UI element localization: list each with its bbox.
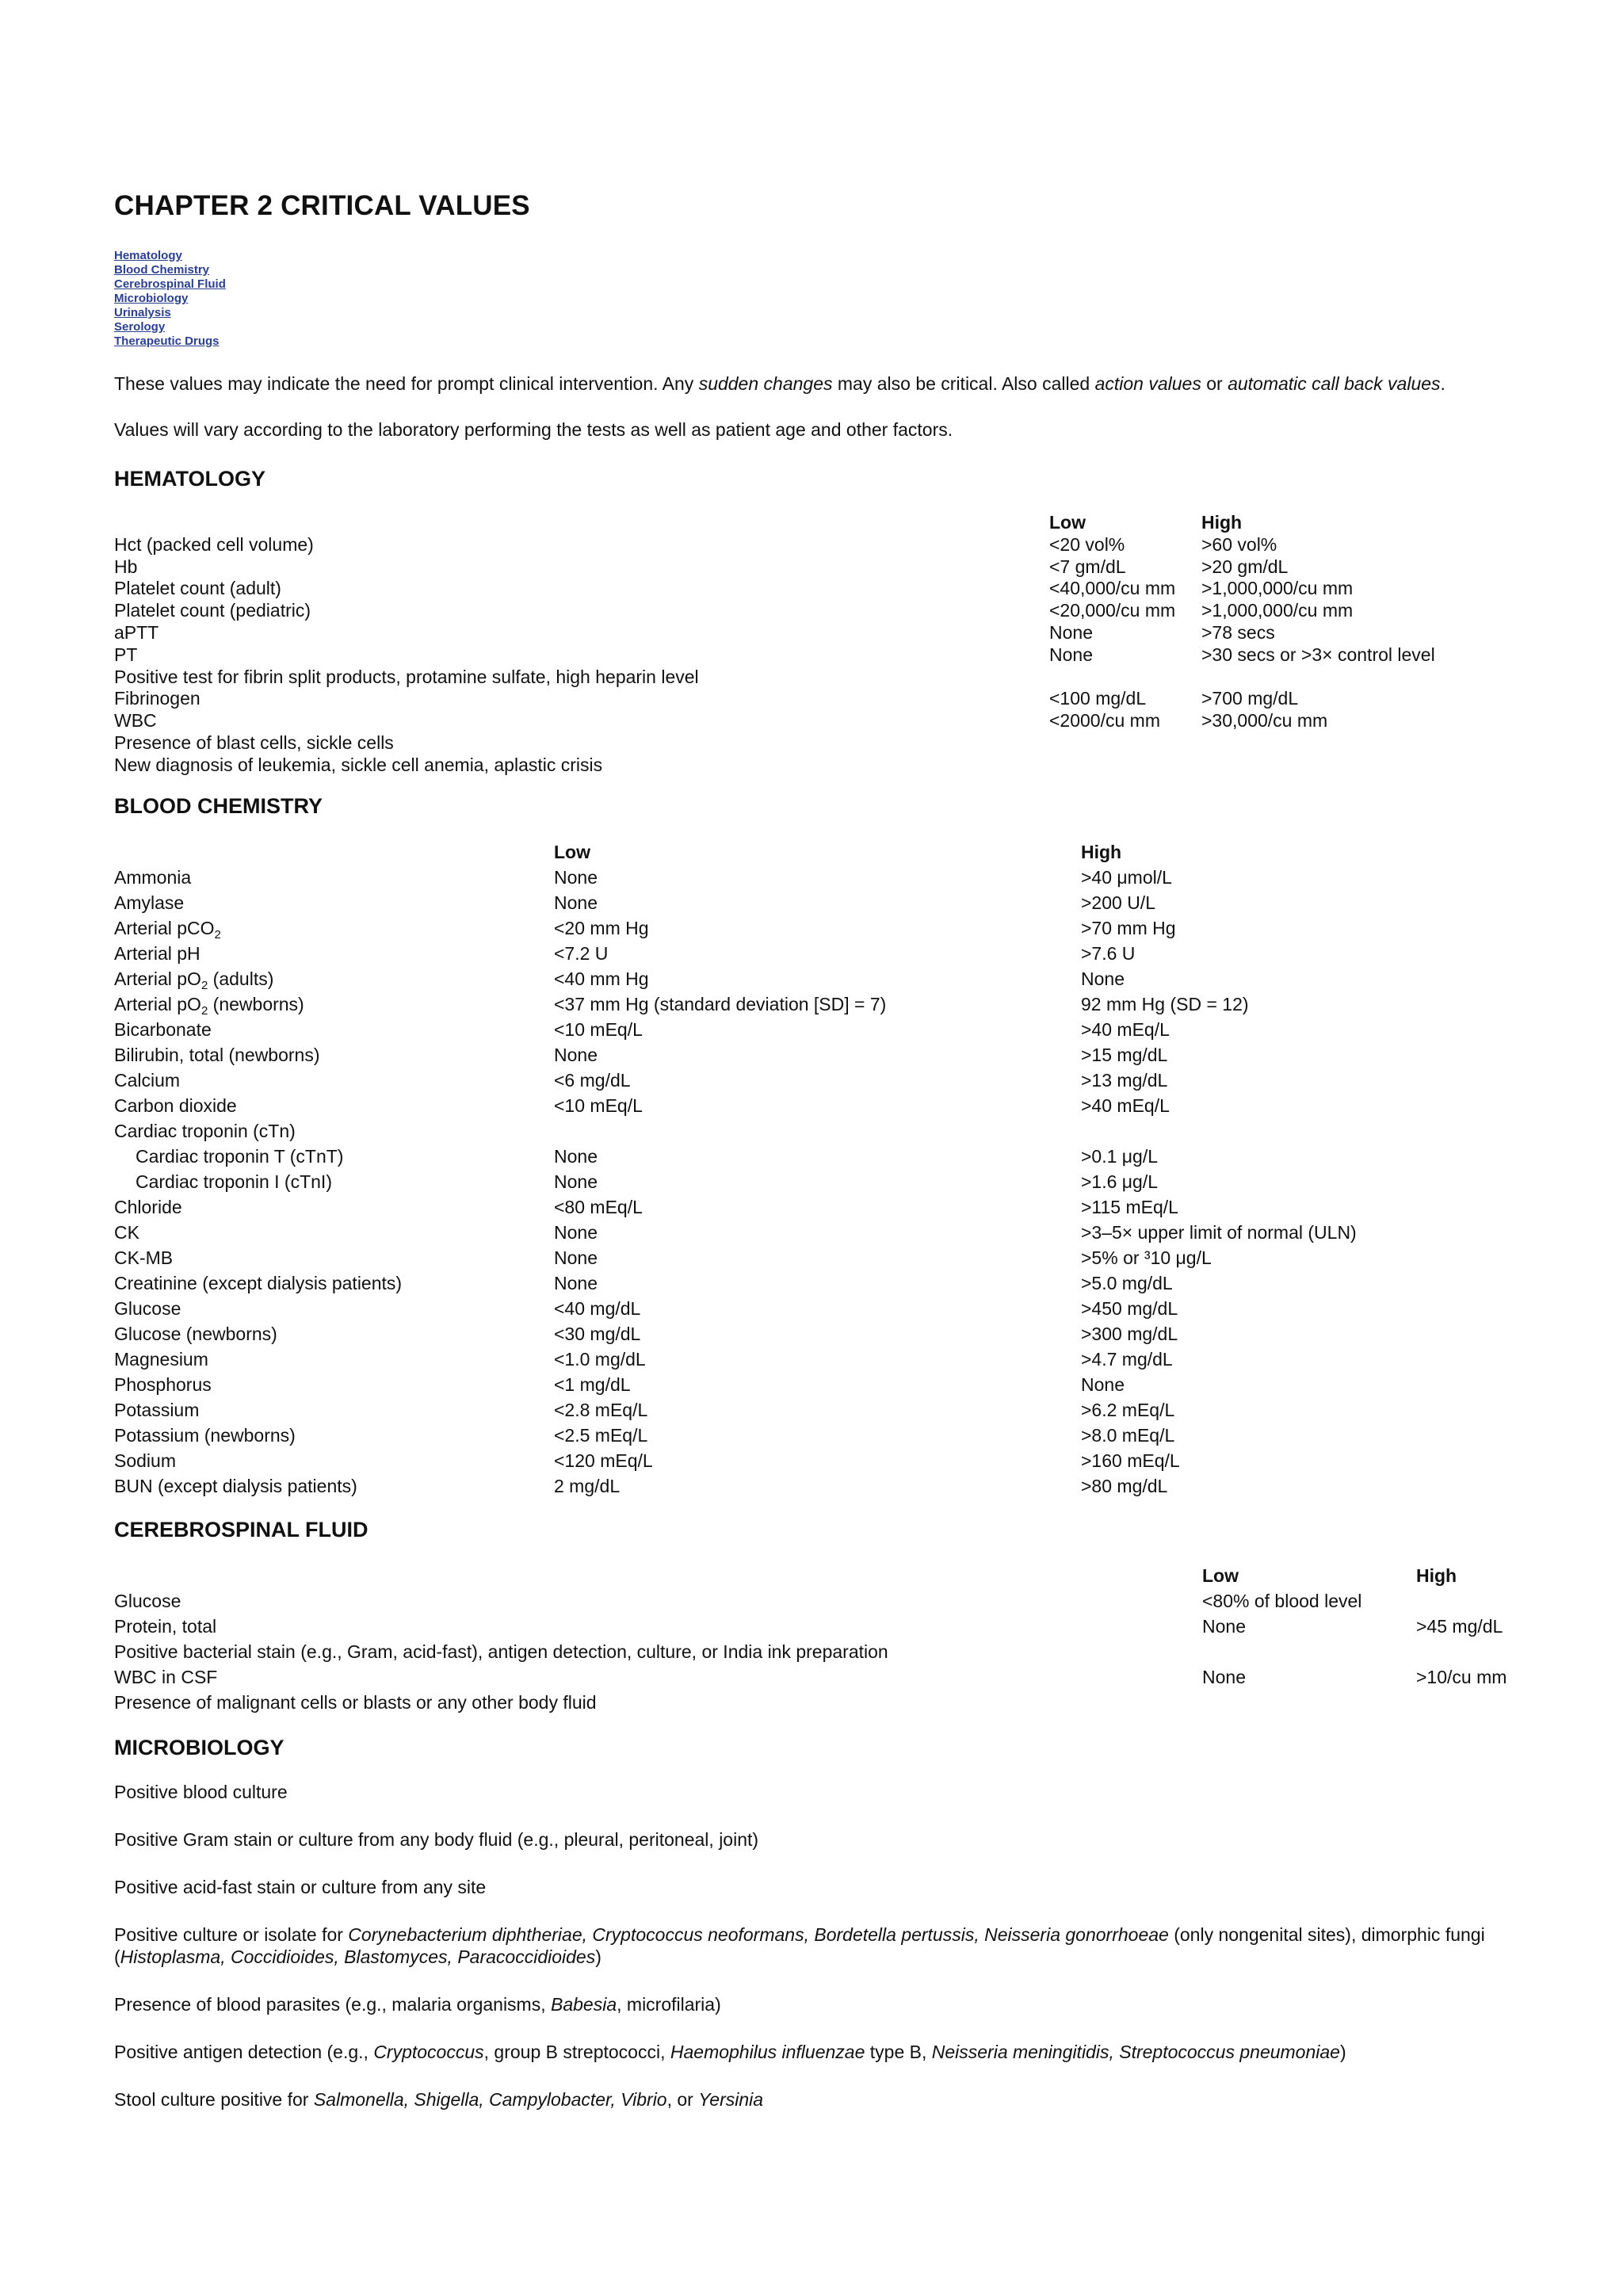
toc-link-blood-chemistry[interactable]: Blood Chemistry <box>114 263 210 277</box>
micro-text: Stool culture positive for <box>114 2088 314 2110</box>
organism-names: Histoplasma, Coccidioides, Blastomyces, Paracoccidioides <box>120 1946 596 1967</box>
low-value: <10 mEq/L <box>554 1095 643 1116</box>
test-name-suffix: (newborns) <box>208 993 304 1014</box>
test-name-text: Hct (packed cell volume) <box>114 533 314 555</box>
low-value: <1.0 mg/dL <box>554 1348 646 1370</box>
high-value: >80 mg/dL <box>1081 1475 1168 1496</box>
test-name <box>114 600 1049 622</box>
section-heading-blood-chemistry: BLOOD CHEMISTRY <box>114 793 323 818</box>
intro-emphasis: sudden changes <box>698 373 833 394</box>
table-row <box>114 1347 1461 1372</box>
test-name-text: Potassium <box>114 1399 200 1420</box>
page-title: CHAPTER 2 CRITICAL VALUES <box>114 190 530 221</box>
test-name <box>114 622 1049 644</box>
table-row <box>114 1588 1509 1614</box>
high-value: >4.7 mg/dL <box>1081 1348 1173 1370</box>
micro-text: Positive culture or isolate for <box>114 1924 349 1945</box>
low-value <box>1202 1639 1416 1664</box>
table-row <box>114 966 1461 991</box>
test-name <box>114 1144 554 1169</box>
test-name <box>114 1169 554 1194</box>
high-value <box>1416 1690 1509 1715</box>
test-name-text: Creatinine (except dialysis patients) <box>114 1272 403 1293</box>
micro-text: (only nongenital sites), dimorphic fungi ( <box>114 1924 1485 1967</box>
test-name <box>114 966 554 991</box>
table-row <box>114 1042 1461 1068</box>
high-value <box>1081 1118 1461 1144</box>
csf-rows <box>114 1588 1509 1715</box>
high-value: 92 mm Hg (SD = 12) <box>1081 993 1249 1014</box>
low-value: None <box>1202 1615 1246 1637</box>
table-row <box>114 1245 1461 1270</box>
table-row <box>114 600 1477 622</box>
table-row <box>114 890 1461 915</box>
micro-text: , microfilaria) <box>617 1993 721 2015</box>
low-value: 2 mg/dL <box>554 1475 621 1496</box>
organism-names: Salmonella, Shigella, Campylobacter, Vibrio <box>313 2088 667 2110</box>
blood-chemistry-rows <box>114 865 1461 1499</box>
low-value: None <box>554 1044 598 1065</box>
intro-text: or <box>1201 373 1228 394</box>
test-name <box>114 1042 554 1068</box>
table-row <box>114 1093 1461 1118</box>
low-value: <6 mg/dL <box>554 1069 631 1091</box>
header-cell <box>114 512 1049 534</box>
low-value: <7.2 U <box>554 942 609 964</box>
low-value: None <box>554 866 598 888</box>
high-value: >7.6 U <box>1081 942 1136 964</box>
micro-item <box>114 1993 1525 2015</box>
low-value: <20,000/cu mm <box>1049 600 1176 621</box>
test-name-suffix: (adults) <box>208 968 274 989</box>
low-value: <2.8 mEq/L <box>554 1399 648 1420</box>
hematology-table <box>114 512 1477 777</box>
high-value <box>1416 1588 1509 1614</box>
test-name-text: aPTT <box>114 621 159 643</box>
organism-names: Haemophilus influenzae <box>670 2041 865 2062</box>
table-row <box>114 667 1477 689</box>
organism-names: Babesia <box>551 1993 617 2015</box>
table-row <box>114 1423 1461 1448</box>
table-row <box>114 688 1477 710</box>
high-value: None <box>1081 1373 1125 1395</box>
high-value: >10/cu mm <box>1416 1666 1507 1687</box>
test-name-text: Ammonia <box>114 866 192 888</box>
table-row <box>114 1270 1461 1296</box>
test-name <box>114 1588 1202 1614</box>
header-high: High <box>1416 1564 1457 1586</box>
toc-item <box>114 249 1525 263</box>
high-value: >40 mEq/L <box>1081 1095 1170 1116</box>
section-heading-microbiology: MICROBIOLOGY <box>114 1735 285 1759</box>
high-value: >1.6 μg/L <box>1081 1171 1159 1192</box>
table-row <box>114 1296 1461 1321</box>
table-row <box>114 1194 1461 1220</box>
low-value: <40 mm Hg <box>554 968 649 989</box>
test-name-text: PT <box>114 644 138 665</box>
intro-emphasis: automatic call back values <box>1228 373 1441 394</box>
low-value: None <box>554 1171 598 1192</box>
test-name-text: Potassium (newborns) <box>114 1424 296 1446</box>
low-value: <80 mEq/L <box>554 1196 643 1217</box>
test-name <box>114 890 554 915</box>
table-row <box>114 710 1477 732</box>
test-name-text: Presence of malignant cells or blasts or any other body fluid <box>114 1691 597 1713</box>
micro-item <box>114 2041 1525 2063</box>
high-value: >30 secs or >3× control level <box>1201 644 1435 665</box>
low-value: None <box>1202 1666 1246 1687</box>
intro-paragraph <box>114 372 1525 395</box>
toc-item <box>114 306 1525 320</box>
table-row <box>114 1372 1461 1397</box>
microbiology-section <box>114 1781 1525 2111</box>
micro-item <box>114 2088 1525 2111</box>
test-name-text: Cardiac troponin (cTn) <box>114 1120 296 1141</box>
table-row <box>114 991 1461 1017</box>
test-name <box>114 534 1049 556</box>
hematology-rows <box>114 534 1477 777</box>
low-value: None <box>554 1221 598 1243</box>
toc-item <box>114 320 1525 334</box>
high-value: >78 secs <box>1201 621 1275 643</box>
intro-text: These values may indicate the need for prompt clinical intervention. Any <box>114 373 699 394</box>
micro-text: type B, <box>865 2041 932 2062</box>
table-row <box>114 865 1461 890</box>
low-value <box>1049 667 1201 689</box>
high-value: >160 mEq/L <box>1081 1450 1180 1471</box>
test-name-text: Positive bacterial stain (e.g., Gram, acid-fast), antigen detection, culture, or India ink preparation <box>114 1641 888 1662</box>
high-value <box>1416 1639 1509 1664</box>
table-row <box>114 1397 1461 1423</box>
table-row <box>114 1473 1461 1499</box>
toc-item <box>114 277 1525 292</box>
test-name <box>114 865 554 890</box>
toc-item <box>114 292 1525 306</box>
test-name-text: Glucose <box>114 1297 181 1319</box>
header-cell <box>114 1563 1202 1588</box>
low-value: None <box>554 1145 598 1167</box>
intro-note: Values will vary according to the laboratory performing the tests as well as patient age and other factors. <box>114 419 953 440</box>
low-value: None <box>554 892 598 913</box>
header-low: Low <box>554 841 590 862</box>
test-name-text: WBC <box>114 710 157 732</box>
high-value: >450 mg/dL <box>1081 1297 1178 1319</box>
micro-text: , group B streptococci, <box>483 2041 670 2062</box>
test-name-text: Magnesium <box>114 1348 208 1370</box>
high-value: >200 U/L <box>1081 892 1155 913</box>
test-name-text: WBC in CSF <box>114 1666 218 1687</box>
low-value <box>554 1118 1081 1144</box>
high-value: None <box>1081 968 1125 989</box>
test-name-text: Glucose <box>114 1590 181 1611</box>
low-value <box>1049 732 1201 755</box>
toc-link-urinalysis[interactable]: Urinalysis <box>114 306 171 319</box>
test-name <box>114 644 1049 667</box>
toc-link-serology[interactable]: Serology <box>114 320 166 334</box>
header-high: High <box>1081 841 1122 862</box>
test-name <box>114 1372 554 1397</box>
table-row <box>114 1017 1461 1042</box>
table-row <box>114 1118 1461 1144</box>
table-row <box>114 578 1477 600</box>
test-name-text: Fibrinogen <box>114 688 200 709</box>
high-value: >6.2 mEq/L <box>1081 1399 1175 1420</box>
table-header-row <box>114 1563 1509 1588</box>
table-header-row <box>114 512 1477 534</box>
test-name <box>114 1194 554 1220</box>
test-name-text: Amylase <box>114 892 185 913</box>
test-name-text: Bilirubin, total (newborns) <box>114 1044 320 1065</box>
high-value: >70 mm Hg <box>1081 917 1176 938</box>
low-value: <2000/cu mm <box>1049 710 1160 732</box>
table-row <box>114 1144 1461 1169</box>
high-value: >3–5× upper limit of normal (ULN) <box>1081 1221 1357 1243</box>
high-value: >45 mg/dL <box>1416 1615 1503 1637</box>
high-value: >13 mg/dL <box>1081 1069 1168 1091</box>
low-value: <20 mm Hg <box>554 917 649 938</box>
low-value: <80% of blood level <box>1202 1590 1362 1611</box>
micro-text: Positive antigen detection (e.g., <box>114 2041 374 2062</box>
test-name-text: Sodium <box>114 1450 176 1471</box>
test-name <box>114 755 1049 777</box>
table-row <box>114 941 1461 966</box>
organism-names: Yersinia <box>698 2088 764 2110</box>
low-value: <40 mg/dL <box>554 1297 641 1319</box>
test-name <box>114 1017 554 1042</box>
test-name <box>114 1397 554 1423</box>
table-row <box>114 1068 1461 1093</box>
high-value: >0.1 μg/L <box>1081 1145 1159 1167</box>
test-name-text: CK-MB <box>114 1247 174 1268</box>
toc-link-microbiology[interactable]: Microbiology <box>114 292 189 305</box>
organism-names: Neisseria meningitidis, Streptococcus pneumoniae <box>931 2041 1340 2062</box>
test-name-text: Arterial pH <box>114 942 200 964</box>
micro-item: Positive acid-fast stain or culture from any site <box>114 1876 487 1897</box>
low-value: None <box>1049 621 1093 643</box>
section-heading-hematology: HEMATOLOGY <box>114 467 266 491</box>
table-row <box>114 915 1461 941</box>
test-name <box>114 1093 554 1118</box>
high-value <box>1201 732 1477 755</box>
micro-text: ) <box>595 1946 601 1967</box>
organism-names: Cryptococcus <box>373 2041 484 2062</box>
test-name <box>114 1296 554 1321</box>
table-row <box>114 1614 1509 1639</box>
test-name <box>114 1639 1202 1664</box>
intro-text: may also be critical. Also called <box>832 373 1095 394</box>
table-row <box>114 1690 1509 1715</box>
table-header-row <box>114 839 1461 865</box>
test-name-text: Hb <box>114 556 138 577</box>
low-value: <20 vol% <box>1049 533 1125 555</box>
table-row <box>114 1169 1461 1194</box>
test-name <box>114 991 554 1017</box>
test-name-text: Protein, total <box>114 1615 217 1637</box>
test-name <box>114 1270 554 1296</box>
test-name-text: Positive test for fibrin split products, protamine sulfate, high heparin level <box>114 666 699 687</box>
low-value <box>1049 755 1201 777</box>
toc-item <box>114 334 1525 349</box>
test-name <box>114 915 554 941</box>
toc-link-hematology[interactable]: Hematology <box>114 249 182 262</box>
high-value: >700 mg/dL <box>1201 688 1299 709</box>
low-value: None <box>554 1272 598 1293</box>
high-value: >5.0 mg/dL <box>1081 1272 1173 1293</box>
high-value: >30,000/cu mm <box>1201 710 1328 732</box>
table-row <box>114 732 1477 755</box>
test-name <box>114 1473 554 1499</box>
test-name-text: Carbon dioxide <box>114 1095 237 1116</box>
table-row <box>114 556 1477 579</box>
table-row <box>114 1448 1461 1473</box>
test-name-text: Platelet count (adult) <box>114 578 281 599</box>
subscript: 2 <box>200 978 208 992</box>
test-name <box>114 1423 554 1448</box>
low-value: <10 mEq/L <box>554 1018 643 1040</box>
section-heading-cerebrospinal-fluid: CEREBROSPINAL FLUID <box>114 1517 369 1541</box>
test-name-text: New diagnosis of leukemia, sickle cell anemia, aplastic crisis <box>114 754 603 775</box>
test-name <box>114 732 1049 755</box>
test-name <box>114 1448 554 1473</box>
table-row <box>114 644 1477 667</box>
micro-text: Presence of blood parasites (e.g., malaria organisms, <box>114 1993 551 2015</box>
test-name-text: Bicarbonate <box>114 1018 212 1040</box>
header-high: High <box>1201 512 1243 533</box>
high-value: >8.0 mEq/L <box>1081 1424 1175 1446</box>
document-page <box>114 190 1525 2136</box>
low-value: <37 mm Hg (standard deviation [SD] = 7) <box>554 993 887 1014</box>
test-name-text: Arterial pCO <box>114 917 215 938</box>
test-name-text: Presence of blast cells, sickle cells <box>114 732 394 753</box>
test-name <box>114 1347 554 1372</box>
test-name <box>114 710 1049 732</box>
table-row <box>114 1664 1509 1690</box>
low-value: <2.5 mEq/L <box>554 1424 648 1446</box>
low-value: <1 mg/dL <box>554 1373 631 1395</box>
test-name <box>114 1664 1202 1690</box>
low-value <box>1202 1690 1416 1715</box>
toc-item <box>114 263 1525 277</box>
csf-table <box>114 1563 1509 1715</box>
test-name <box>114 941 554 966</box>
test-name <box>114 556 1049 579</box>
test-name <box>114 1245 554 1270</box>
test-name-text: BUN (except dialysis patients) <box>114 1475 357 1496</box>
test-name <box>114 1118 554 1144</box>
micro-text: , or <box>666 2088 699 2110</box>
low-value: None <box>1049 644 1093 665</box>
table-of-contents <box>114 249 1525 349</box>
high-value: >5% or ³10 μg/L <box>1081 1247 1212 1268</box>
high-value <box>1201 755 1477 777</box>
high-value: >40 μmol/L <box>1081 866 1172 888</box>
table-row <box>114 622 1477 644</box>
intro-emphasis: action values <box>1094 373 1201 394</box>
test-name-text: CK <box>114 1221 139 1243</box>
organism-names: Corynebacterium diphtheriae, Cryptococcus neoformans, Bordetella pertussis, Neisseria gonorrhoeae <box>348 1924 1169 1945</box>
test-name <box>114 1614 1202 1639</box>
test-name-text: Platelet count (pediatric) <box>114 600 311 621</box>
header-cell <box>114 839 554 865</box>
test-name <box>114 667 1049 689</box>
high-value: >115 mEq/L <box>1081 1196 1178 1217</box>
high-value: >60 vol% <box>1201 533 1277 555</box>
header-low: Low <box>1049 512 1086 533</box>
test-name <box>114 1220 554 1245</box>
low-value: <100 mg/dL <box>1049 688 1147 709</box>
micro-item <box>114 1924 1525 1968</box>
micro-text: ) <box>1339 2041 1346 2062</box>
test-name <box>114 1068 554 1093</box>
high-value: >1,000,000/cu mm <box>1201 578 1354 599</box>
table-row <box>114 1220 1461 1245</box>
test-name-text: Cardiac troponin I (cTnI) <box>136 1171 332 1192</box>
low-value: <40,000/cu mm <box>1049 578 1176 599</box>
test-name <box>114 578 1049 600</box>
high-value <box>1201 667 1477 689</box>
blood-chemistry-table <box>114 839 1461 1499</box>
table-row <box>114 1639 1509 1664</box>
test-name-text: Phosphorus <box>114 1373 212 1395</box>
high-value: >300 mg/dL <box>1081 1323 1178 1344</box>
low-value: <30 mg/dL <box>554 1323 641 1344</box>
test-name <box>114 1321 554 1347</box>
table-row <box>114 755 1477 777</box>
subscript: 2 <box>214 927 221 942</box>
low-value: <7 gm/dL <box>1049 556 1126 577</box>
test-name-text: Chloride <box>114 1196 182 1217</box>
high-value: >1,000,000/cu mm <box>1201 600 1354 621</box>
subscript: 2 <box>200 1003 208 1018</box>
test-name-text: Calcium <box>114 1069 181 1091</box>
toc-link-therapeutic-drugs[interactable]: Therapeutic Drugs <box>114 334 220 348</box>
test-name-text: Arterial pO <box>114 968 201 989</box>
intro-text: . <box>1440 373 1445 394</box>
table-row <box>114 534 1477 556</box>
high-value: >20 gm/dL <box>1201 556 1289 577</box>
table-row <box>114 1321 1461 1347</box>
test-name <box>114 688 1049 710</box>
test-name-text: Cardiac troponin T (cTnT) <box>136 1145 344 1167</box>
high-value: >40 mEq/L <box>1081 1018 1170 1040</box>
header-low: Low <box>1202 1564 1239 1586</box>
test-name <box>114 1690 1202 1715</box>
toc-link-cerebrospinal-fluid[interactable]: Cerebrospinal Fluid <box>114 277 226 291</box>
low-value: <120 mEq/L <box>554 1450 653 1471</box>
low-value: None <box>554 1247 598 1268</box>
high-value: >15 mg/dL <box>1081 1044 1168 1065</box>
micro-item: Positive blood culture <box>114 1781 288 1802</box>
test-name-text: Arterial pO <box>114 993 201 1014</box>
micro-item: Positive Gram stain or culture from any body fluid (e.g., pleural, peritoneal, joint) <box>114 1828 759 1850</box>
test-name-text: Glucose (newborns) <box>114 1323 277 1344</box>
